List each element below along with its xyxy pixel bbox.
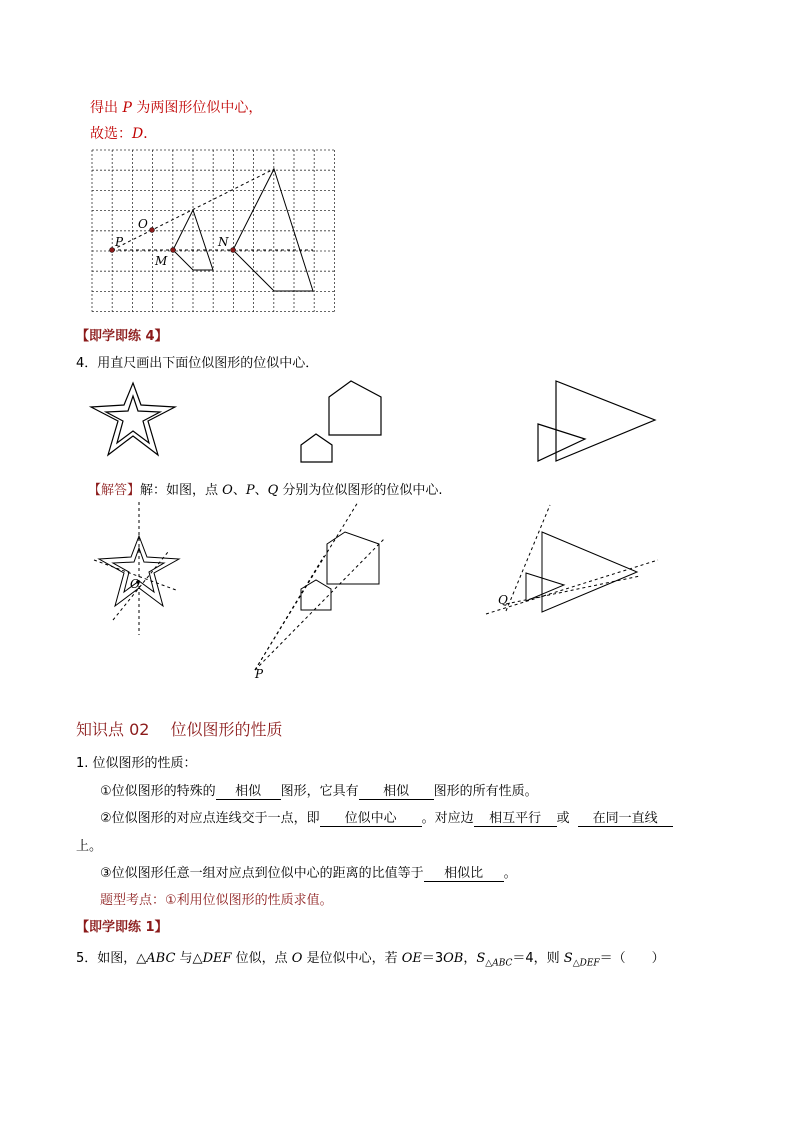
question-figures: [80, 375, 680, 470]
outer-star: [91, 383, 175, 455]
label-p: P: [115, 235, 124, 249]
topic-line: 题型考点：①利用位似图形的性质求值。: [100, 893, 333, 908]
answer-small-triangle: [526, 573, 564, 601]
solution-line-2: 故选：D．: [90, 126, 158, 142]
property-2: ②位似图形的对应点连线交于一点，即 位似中心 。对应边 相互平行 或 在同一直线: [100, 807, 673, 827]
fig-label-p: P: [255, 667, 264, 681]
fig-label-o: O: [130, 577, 140, 591]
small-triangle: [538, 424, 585, 461]
answer-figures: [80, 500, 680, 690]
large-triangle: [556, 381, 655, 461]
large-pentagon: [329, 381, 381, 435]
label-o: O: [138, 217, 148, 231]
section-title: 知识点 02 位似图形的性质: [76, 720, 283, 739]
property-3: ③位似图形任意一组对应点到位似中心的距离的比值等于 相似比 。: [100, 862, 517, 882]
property-2-cont: 上。: [76, 839, 103, 854]
label-n: N: [218, 235, 229, 249]
section-item-title: 1. 位似图形的性质：: [76, 756, 197, 771]
large-quadrilateral: [233, 169, 313, 291]
practice4-heading: 【即学即练 4】: [76, 329, 168, 344]
fig-label-q: Q: [498, 593, 508, 607]
grid-figure: [88, 148, 338, 314]
solution-line-1: 得出 P 为两图形位似中心，: [90, 100, 263, 116]
practice1-question: 5．如图，△ABC 与△DEF 位似，点 O 是位似中心，若 OE＝3OB，$S_{\triangle ABC}=4$，则 $S_{\triangle DEF}=$（ ）: [76, 951, 665, 969]
label-m: M: [155, 254, 168, 268]
practice1-heading: 【即学即练 1】: [76, 920, 168, 935]
practice4-answer: 【解答】解：如图，点 O、P、Q 分别为位似图形的位似中心.: [88, 483, 443, 498]
small-pentagon: [301, 434, 332, 462]
answer-large-triangle: [542, 532, 637, 612]
property-1: ①位似图形的特殊的 相似 图形，它具有 相似 图形的所有性质。: [100, 780, 538, 800]
practice4-question: 4．用直尺画出下面位似图形的位似中心．: [76, 356, 319, 371]
